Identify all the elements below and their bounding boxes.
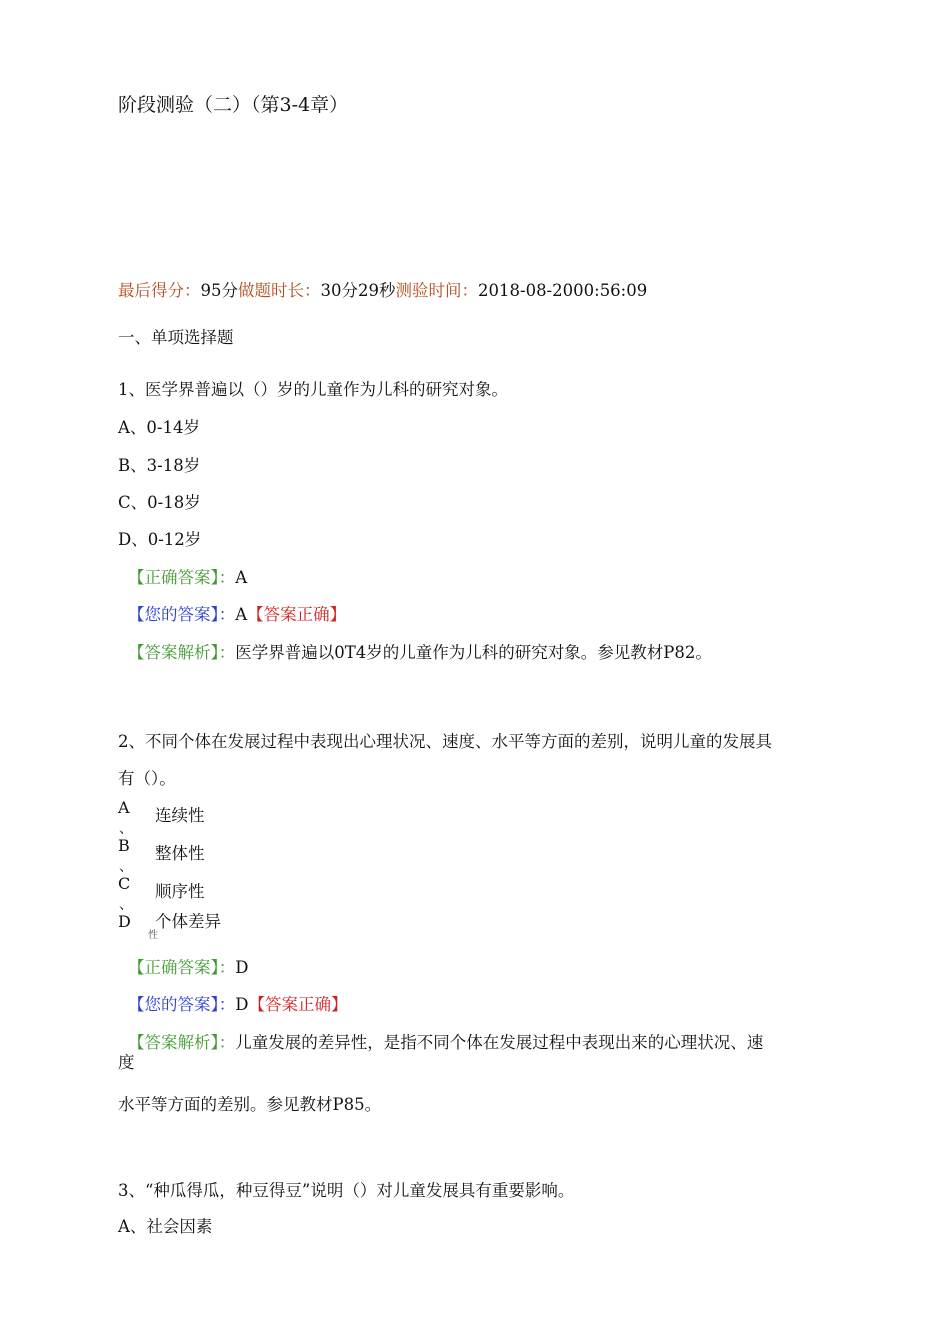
duration-label: 做题时长： <box>238 281 321 300</box>
correct-answer-label: 【正确答案】： <box>128 568 236 587</box>
q2-option-b-text: 整体性 <box>155 844 205 863</box>
q2-option-a-text: 连续性 <box>155 806 205 825</box>
duration-value: 30分29秒 <box>320 281 396 300</box>
q2-option-c-text: 顺序性 <box>155 882 205 901</box>
q3-option-a: A、社会因素 <box>118 1217 213 1236</box>
analysis-text: 医学界普遍以0T4岁的儿童作为儿科的研究对象。参见教材P82。 <box>235 643 712 662</box>
q2-option-d-text: 个体差异 <box>155 912 221 931</box>
analysis-label: 【答案解析】： <box>128 1033 236 1052</box>
correct-answer-label: 【正确答案】： <box>128 958 236 977</box>
q2-option-a-letter: A <box>118 798 130 817</box>
answer-correct-badge: 【答案正确】 <box>248 995 348 1014</box>
q2-option-a-mark: 、 <box>119 821 133 837</box>
section-heading: 一、单项选择题 <box>118 328 234 347</box>
q1-stem: 1、医学界普遍以（）岁的儿童作为儿科的研究对象。 <box>118 380 508 399</box>
analysis-text: 儿童发展的差异性，是指不同个体在发展过程中表现出来的心理状况、速 <box>235 1033 764 1052</box>
test-time-value: 2018-08-2000:56:09 <box>478 281 648 300</box>
q3-stem: 3、“种瓜得瓜，种豆得豆”说明（）对儿童发展具有重要影响。 <box>118 1181 575 1200</box>
q1-option-a: A、0-14岁 <box>118 418 200 437</box>
q2-option-b-letter: B <box>118 836 130 855</box>
answer-correct-badge: 【答案正确】 <box>247 605 347 624</box>
test-time-label: 测验时间： <box>395 281 478 300</box>
score-value: 95分 <box>200 281 238 300</box>
correct-answer-value: D <box>235 958 249 977</box>
your-answer-value: A <box>235 605 248 624</box>
q2-stem-line1: 2、不同个体在发展过程中表现出心理状况、速度、水平等方面的差别，说明儿童的发展具 <box>118 732 772 751</box>
q2-your-answer <box>128 994 347 1016</box>
score-label: 最后得分： <box>118 281 201 300</box>
q2-option-c-mark: 、 <box>119 897 133 913</box>
q2-option-d-mark: 性 <box>148 930 158 941</box>
q2-stem-line2: 有（）。 <box>118 769 176 788</box>
correct-answer-value: A <box>235 568 248 587</box>
q2-analysis-line3: 水平等方面的差别。参见教材P85。 <box>118 1095 382 1114</box>
q1-correct-answer <box>128 567 247 589</box>
q2-option-d-letter: D <box>118 912 131 931</box>
q1-option-d: D、0-12岁 <box>118 530 202 549</box>
your-answer-label: 【您的答案】： <box>128 995 236 1014</box>
page-title: 阶段测验（二）（第3-4章） <box>118 94 349 116</box>
q2-analysis <box>128 1032 763 1054</box>
q1-your-answer <box>128 604 346 626</box>
q2-correct-answer <box>128 957 248 979</box>
q1-option-c: C、0-18岁 <box>118 493 201 512</box>
q2-option-c-letter: C <box>118 874 131 893</box>
score-summary <box>118 280 647 302</box>
q1-option-b: B、3-18岁 <box>118 456 201 475</box>
your-answer-value: D <box>235 995 249 1014</box>
q2-option-b-mark: 、 <box>119 859 133 875</box>
analysis-label: 【答案解析】： <box>128 643 236 662</box>
q2-analysis-line2: 度 <box>118 1053 135 1072</box>
q1-analysis <box>128 642 712 664</box>
your-answer-label: 【您的答案】： <box>128 605 236 624</box>
